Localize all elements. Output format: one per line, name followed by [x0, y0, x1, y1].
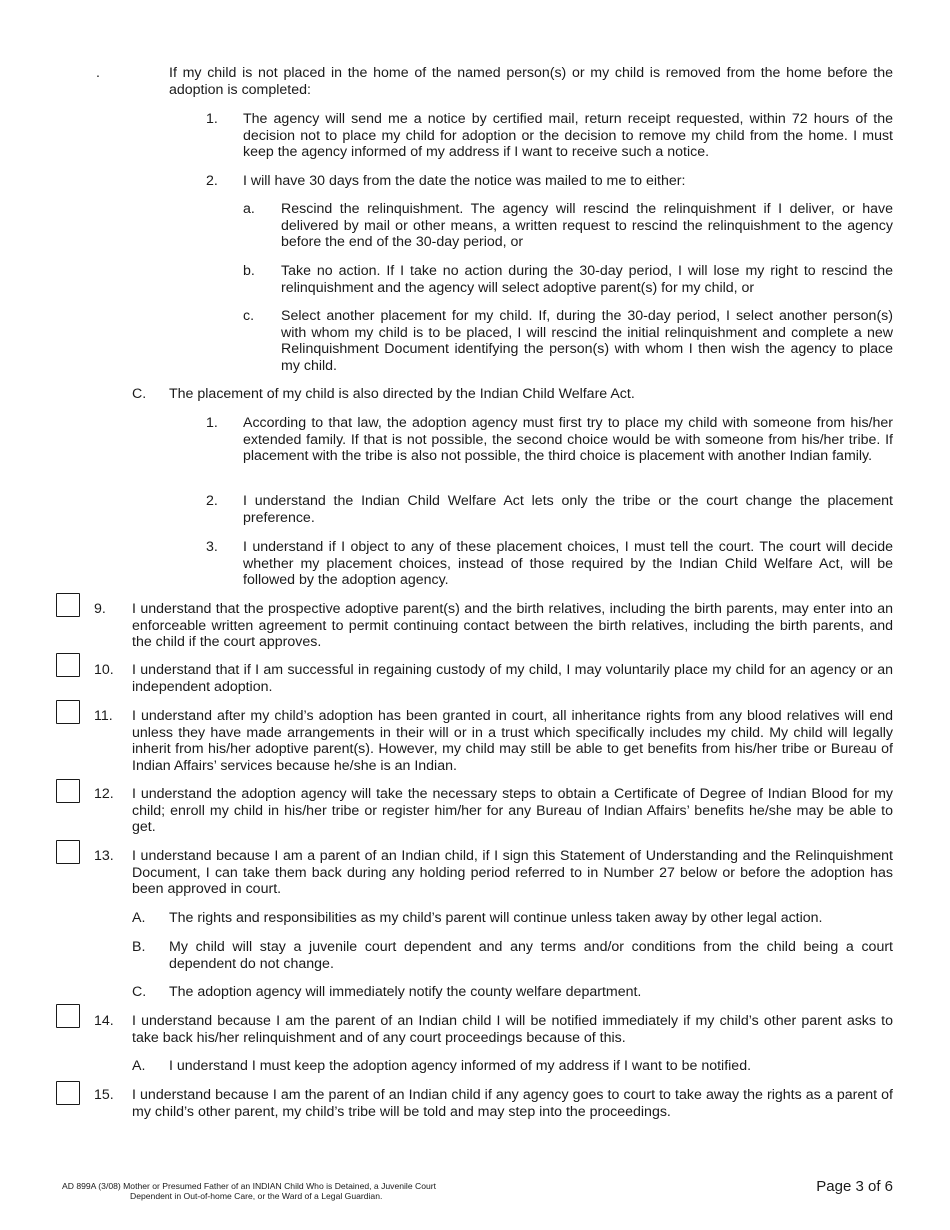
item-12-checkbox[interactable]: [56, 779, 80, 803]
subitem-letter: a.: [243, 201, 255, 217]
subitem-text: I will have 30 days from the date the notice was mailed to me to either:: [243, 173, 686, 189]
subitem-number: 2.: [206, 493, 218, 509]
subitem-number: 2.: [206, 173, 218, 189]
subitem-text: The agency will send me a notice by certified mail, return receipt requested, within 72 hours of the decision not to place my child for adoption or the decision to remove my child from the home. I must keep the agency informed of my address if I want to receive such a notice.: [243, 111, 893, 161]
item-text: I understand after my child’s adoption has been granted in court, all inheritance rights from any blood relatives will end unless they have made arrangements in their will or in a trust which specifically includes my child. My child will legally inherit from his/her adoptive parent(s). However, my child may still be able to get benefits from his/her tribe or Bureau of Indian Affairs’ services because he/she is an Indian.: [132, 708, 893, 774]
item-text: I understand that if I am successful in regaining custody of my child, I may voluntarily place my child for an agency or an independent adoption.: [132, 662, 893, 695]
item-11-checkbox[interactable]: [56, 700, 80, 724]
item-number: 11.: [94, 708, 113, 724]
item-letter: C.: [132, 984, 147, 1000]
item-text: The adoption agency will immediately notify the county welfare department.: [169, 984, 642, 1000]
item-10-checkbox[interactable]: [56, 653, 80, 677]
subitem-letter: c.: [243, 308, 255, 324]
section-text: The placement of my child is also directed by the Indian Child Welfare Act.: [169, 386, 635, 402]
page-number: Page 3 of 6: [816, 1178, 893, 1195]
subitem-number: 1.: [206, 415, 218, 431]
form-footer-line-2: Dependent in Out-of-home Care, or the Ward of a Legal Guardian.: [130, 1191, 383, 1202]
item-text: The rights and responsibilities as my child’s parent will continue unless taken away by other legal action.: [169, 910, 823, 926]
item-text: I understand because I am the parent of an Indian child if any agency goes to court to take away the rights as a parent of my child’s other parent, my child’s tribe will be told and may step into the proceedings.: [132, 1087, 893, 1120]
item-14-checkbox[interactable]: [56, 1004, 80, 1028]
section-letter: C.: [132, 386, 147, 402]
subitem-text: According to that law, the adoption agency must first try to place my child with someone from his/her extended family. If that is not possible, the second choice would be with someone from his/her tribe. If placement with the tribe is also not possible, the third choice is placement with another Indian family.: [243, 415, 893, 465]
item-text: I understand that the prospective adoptive parent(s) and the birth relatives, including the birth parents, may enter into an enforceable written agreement to permit continuing contact between the birth relatives, including the birth parents, and the child if the court approves.: [132, 601, 893, 651]
subitem-number: 3.: [206, 539, 218, 555]
item-number: 14.: [94, 1013, 114, 1029]
item-text: I understand because I am the parent of an Indian child I will be notified immediately if my child’s other parent asks to take back his/her relinquishment and of any court proceedings because of this.: [132, 1013, 893, 1046]
item-number: 10.: [94, 662, 114, 678]
subitem-letter: b.: [243, 263, 255, 279]
lead-text: If my child is not placed in the home of the named person(s) or my child is removed from the home before the adoption is completed:: [169, 65, 893, 98]
item-9-checkbox[interactable]: [56, 593, 80, 617]
subitem-text: Select another placement for my child. If, during the 30-day period, I select another person(s) with whom my child is to be placed, I will rescind the initial relinquishment and complete a new Relinquishment Document identifying the person(s) with whom I then wish the agency to place my child.: [281, 308, 893, 374]
item-letter: B.: [132, 939, 146, 955]
item-text: I understand the adoption agency will take the necessary steps to obtain a Certificate of Degree of Indian Blood for my child; enroll my child in his/her tribe or register him/her for any Bureau of Indian Affairs’ benefits he/she may be able to get.: [132, 786, 893, 836]
item-15-checkbox[interactable]: [56, 1081, 80, 1105]
item-letter: A.: [132, 910, 146, 926]
subitem-text: Take no action. If I take no action during the 30-day period, I will lose my right to rescind the relinquishment and the agency will select adoptive parent(s) for my child, or: [281, 263, 893, 296]
item-text: I understand I must keep the adoption agency informed of my address if I want to be notified.: [169, 1058, 752, 1074]
item-13-checkbox[interactable]: [56, 840, 80, 864]
item-number: 12.: [94, 786, 114, 802]
lead-marker: .: [96, 65, 100, 81]
item-letter: A.: [132, 1058, 146, 1074]
form-footer: [62, 1181, 436, 1202]
subitem-number: 1.: [206, 111, 218, 127]
item-number: 15.: [94, 1087, 114, 1103]
item-text: I understand because I am a parent of an Indian child, if I sign this Statement of Understanding and the Relinquishment Document, I can take them back during any holding period referred to in Number 27 below or before the adoption has been approved in court.: [132, 848, 893, 898]
item-number: 9.: [94, 601, 106, 617]
item-number: 13.: [94, 848, 114, 864]
subitem-text: Rescind the relinquishment. The agency will rescind the relinquishment if I deliver, or have delivered by mail or other means, a written request to rescind the relinquishment to the agency before the end of the 30-day period, or: [281, 201, 893, 251]
subitem-text: I understand if I object to any of these placement choices, I must tell the court. The court will decide whether my placement choices, instead of those required by the Indian Child Welfare Act, will be followed by the adoption agency.: [243, 539, 893, 589]
item-text: My child will stay a juvenile court dependent and any terms and/or conditions from the child being a court dependent do not change.: [169, 939, 893, 972]
form-footer-line-1: AD 899A (3/08) Mother or Presumed Father of an INDIAN Child Who is Detained, a Juvenile Court: [62, 1181, 436, 1191]
subitem-text: I understand the Indian Child Welfare Act lets only the tribe or the court change the placement preference.: [243, 493, 893, 526]
